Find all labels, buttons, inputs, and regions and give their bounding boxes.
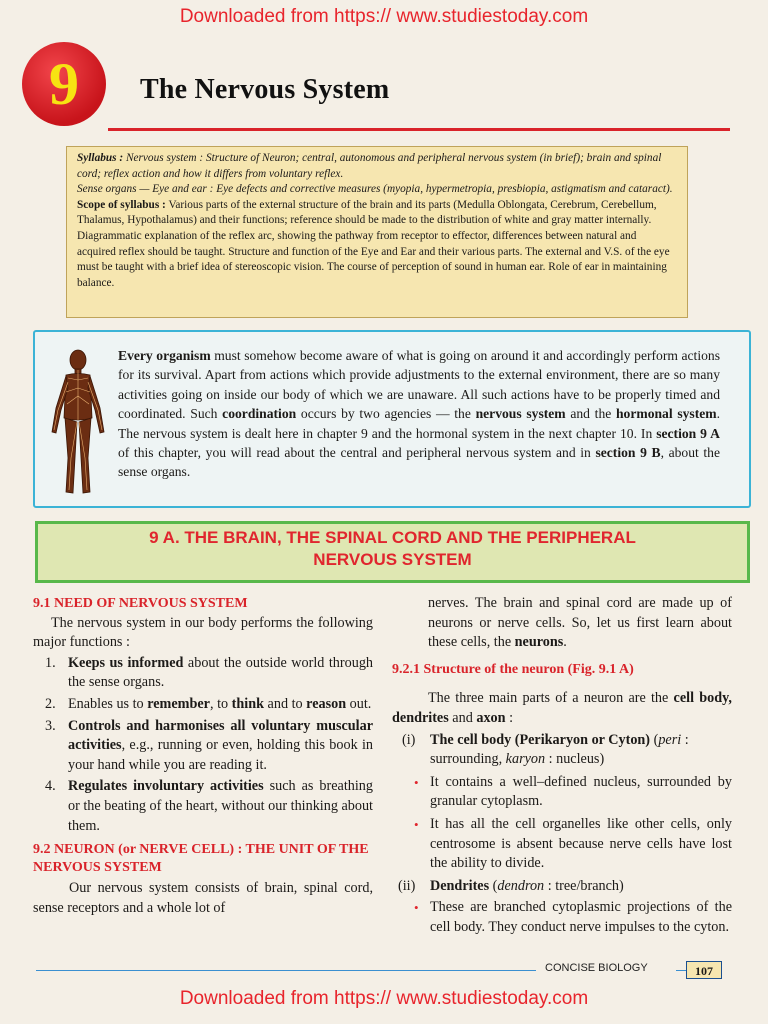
para-9-2-1 — [392, 689, 732, 728]
item-italic: karyon — [505, 751, 546, 768]
intro-section-a: section 9 A — [656, 425, 720, 441]
section-title — [35, 527, 750, 571]
page-number: 107 — [686, 961, 722, 979]
list-text: Enables us to — [68, 695, 148, 712]
item-text: : surrounding, — [430, 731, 689, 768]
list-bold: reason — [306, 695, 347, 712]
para-continued-text: nerves. The brain and spinal cord are made up of neurons or nerve cells. So, let us first learn about these cells, the — [428, 595, 732, 651]
item-italic: peri — [658, 731, 682, 748]
item-bold: Dendrites — [430, 877, 490, 894]
para-continued-bold: neurons — [514, 634, 564, 651]
scope-label: Scope of syllabus : — [77, 198, 166, 211]
list-number: 1. — [45, 654, 56, 671]
list-bold: Keeps us informed — [68, 654, 184, 671]
bullet-text: It contains a well–defined nucleus, surrounded by granular cytoplasm. — [430, 773, 732, 810]
intro-nervous: nervous system — [475, 406, 566, 422]
list-bold: remember — [147, 695, 210, 712]
list-bold: Controls and harmonises all voluntary muscular activities — [68, 717, 373, 754]
list-text: , e.g., running or even, holding this book in your hand while you are reading it. — [68, 737, 373, 773]
intro-span-1: must somehow become aware of what is going on around it and accordingly perform actions for its survival. Apart from actions which provide adjustments to the external environment, there are so many activities going on inside our body of which we are unaware. All such actions have to be properly timed and coordinated. Such — [118, 348, 720, 422]
bullet-icon: • — [414, 816, 419, 832]
intro-span-2: occurs by two agencies — the — [296, 406, 476, 422]
footer-rule-right — [676, 970, 686, 971]
heading-9-1: 9.1 NEED OF NERVOUS SYSTEM — [33, 596, 248, 611]
list-item — [33, 654, 373, 693]
syllabus-text-1: Nervous system : Structure of Neuron; central, autonomous and peripheral nervous system (in brief); brain and spinal cord; reflex action and how it differs from voluntary reflex. — [77, 152, 662, 180]
heading-9-2: 9.2 NEURON (or NERVE CELL) : THE UNIT OF THE NERVOUS SYSTEM — [33, 842, 369, 876]
para-continued-end: . — [563, 634, 567, 651]
bullet-text: These are branched cytoplasmic projections of the cell body. They conduct nerve impulses to the cyton. — [430, 899, 732, 935]
list-text: and to — [264, 695, 307, 712]
nervous-system-figure — [48, 348, 108, 498]
list-text: , to — [209, 695, 232, 712]
watermark-bottom: Downloaded from https:// www.studiestoday.com — [179, 988, 589, 1009]
item-text: ( — [489, 877, 498, 894]
title-divider — [108, 128, 730, 131]
intro-text — [118, 346, 720, 482]
chapter-number: 9 — [49, 51, 79, 117]
para-9-2: Our nervous system consists of brain, spinal cord, sense receptors and a whole lot of — [33, 880, 373, 916]
para-9-2-1-text: The three main parts of a neuron are the — [428, 690, 674, 707]
list-bold: Regulates involuntary activities — [68, 778, 264, 795]
list-bold: think — [231, 695, 264, 712]
list-number: 2. — [45, 695, 56, 712]
scope-text: Various parts of the external structure of the brain and its parts (Medulla Oblongata, Cerebrum, Cerebellum, Thalamus, Hypothalamus) and their functions; reference should be made to the distribution of white and gray matter internally. Diagrammatic explanation of the reflex arc, showing the pathway from receptor to effector, differences between natural and acquired reflex should be taught. Structure and function of the Eye and Ear and their various parts. The external and V.S. of the eye must be taught with a brief idea of stereoscopic vision. The course of perception of sound in human ear. Role of ear in maintaining balance. — [77, 198, 670, 289]
bullet-item — [392, 815, 732, 874]
para-continued — [392, 594, 732, 653]
left-column — [33, 594, 373, 918]
item-text: ( — [650, 731, 659, 748]
syllabus-box — [66, 146, 688, 318]
item-italic: dendron — [497, 877, 545, 894]
intro-hormonal: hormonal system — [615, 406, 717, 422]
item-number: (i) — [402, 731, 416, 748]
list-text: out. — [346, 695, 372, 712]
para-9-2-1-text: : — [505, 709, 514, 726]
intro-span-6: , about the sense organs. — [118, 445, 720, 480]
item-bold: The cell body (Perikaryon or Cyton) — [430, 731, 651, 748]
para-9-2-1-bold: axon — [476, 709, 506, 726]
para-9-2-1-bold: cell body, dendrites — [392, 690, 732, 726]
list-number: 4. — [45, 778, 56, 795]
syllabus-label: Syllabus : — [77, 152, 124, 164]
bullet-icon: • — [414, 900, 419, 916]
footer-book-title: CONCISE BIOLOGY — [545, 962, 648, 974]
intro-span-5: of this chapter, you will read about the central and peripheral nervous system and in — [118, 445, 596, 461]
item-dendrites — [392, 877, 732, 897]
syllabus-text-2: Sense organs — Eye and ear : Eye defects and corrective measures (myopia, hypermetropia, presbiopia, astigmatism and cataract). — [77, 183, 673, 196]
item-text: : tree/branch) — [544, 877, 624, 894]
bullet-item — [392, 898, 732, 937]
section-title-line-2: NERVOUS SYSTEM — [313, 550, 472, 569]
intro-section-b: section 9 B — [595, 445, 661, 461]
list-text: about the outside world through the sense organs. — [68, 654, 374, 691]
intro-span-4: . The nervous system is dealt here in chapter 9 and the hormonal system in the next chapter 10. In — [118, 406, 721, 441]
list-item — [33, 695, 373, 715]
list-item — [33, 717, 373, 776]
list-item — [33, 777, 373, 836]
list-text: such as breathing or the beating of the heart, without our thinking about them. — [68, 778, 373, 834]
para-9-1: The nervous system in our body performs the following major functions : — [33, 614, 373, 651]
item-cell-body — [392, 731, 732, 770]
intro-lead: Every organism — [118, 348, 211, 363]
item-text: : nucleus) — [545, 751, 605, 768]
right-column — [392, 594, 732, 938]
item-number: (ii) — [398, 877, 416, 894]
list-number: 3. — [45, 717, 56, 734]
heading-9-2-1: 9.2.1 Structure of the neuron (Fig. 9.1 A) — [392, 661, 634, 677]
section-title-line-1: 9 A. THE BRAIN, THE SPINAL CORD AND THE PERIPHERAL — [149, 528, 636, 547]
bullet-icon: • — [414, 774, 419, 790]
chapter-title: The Nervous System — [140, 74, 390, 105]
intro-coordination: coordination — [222, 406, 297, 422]
bullet-text: It has all the cell organelles like other cells, only centrosome is absent because nerve cells have lost the ability to divide. — [430, 815, 732, 872]
footer-rule — [36, 970, 536, 971]
para-9-2-1-text: and — [448, 709, 477, 726]
watermark-top: Downloaded from https:// www.studiestoday.com — [179, 6, 589, 27]
bullet-item — [392, 773, 732, 812]
intro-span-3: and the — [565, 406, 616, 422]
